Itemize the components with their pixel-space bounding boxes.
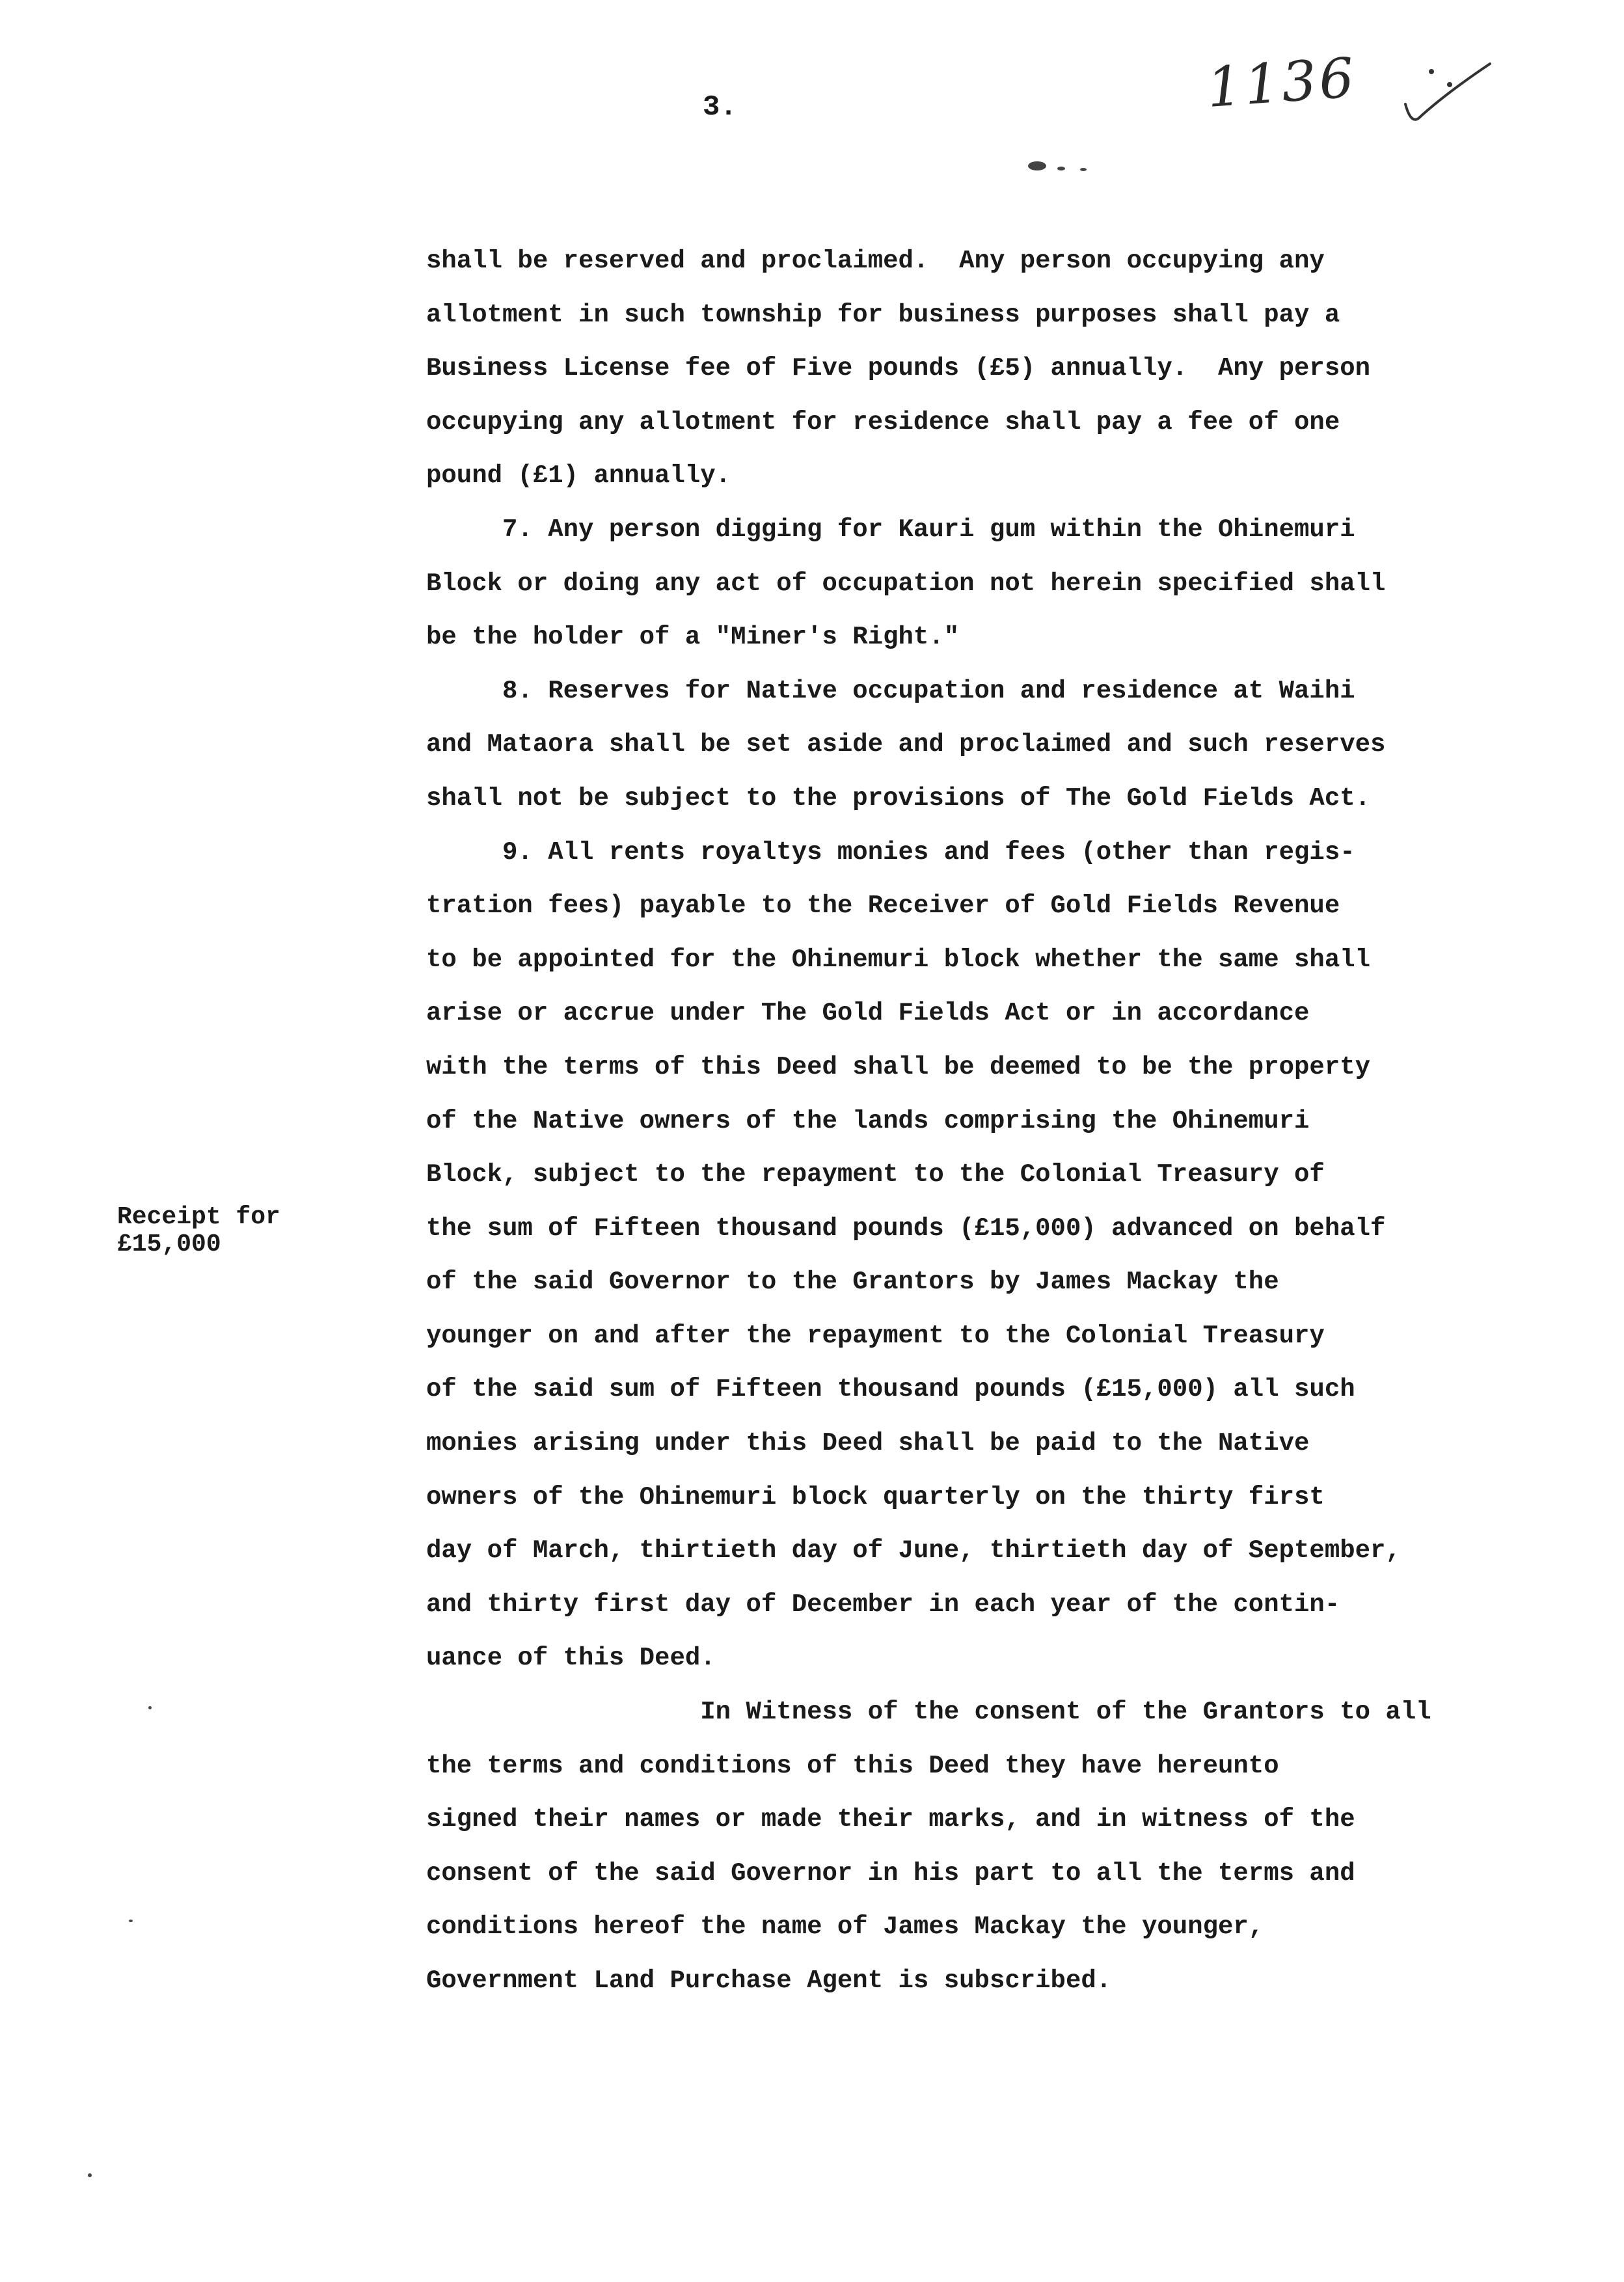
margin-note-receipt: Receipt for £15,000 [117,1203,280,1258]
paragraph-witness-clause: In Witness of the consent of the Grantors to all the terms and conditions of this Deed they have hereunto signed their names or made their marks, and in witness of the consent of the said Governor in his part to all the terms and conditions hereof the name of James Mackay the younger, Government Land Purchase Agent is subscribed. [426,1698,1431,1995]
paragraph-clause-8: 8. Reserves for Native occupation and residence at Waihi and Mataora shall be set aside and proclaimed and such reserves shall not be subject to the provisions of The Gold Fields Act. [426,676,1386,813]
handwritten-folio-number: 1136 [1204,46,1359,120]
stamp-smudge [1080,168,1087,171]
paragraph-clause-7: 7. Any person digging for Kauri gum within the Ohinemuri Block or doing any act of occupation not herein specified shall be the holder of a "Miner's Right." [426,515,1386,652]
page-number: 3. [703,91,737,124]
paragraph-clause-9: 9. All rents royaltys monies and fees (other than regis- tration fees) payable to the Receiver of Gold Fields Revenue to be appointed for the Ohinemuri block whether the same shall arise or accrue under The Gold Fields Act or in accordance with the terms of this Deed shall be deemed to be the property of the Native owners of the lands comprising the Ohinemuri Block, subject to the repayment to the Colonial Treasury of the sum of Fifteen thousand pounds (£15,000) advanced on behalf of the said Governor to the Grantors by James Mackay the younger on and after the repayment to the Colonial Treasury of the said sum of Fifteen thousand pounds (£15,000) all such monies arising under this Deed shall be paid to the Native owners of the Ohinemuri block quarterly on the thirty first day of March, thirtieth day of June, thirtieth day of September, and thirty first day of December in each year of the contin- uance of this Deed. [426,837,1401,1673]
scan-speck [129,1920,133,1922]
stamp-smudge [1028,161,1046,170]
paragraph-clause-6-continuation: shall be reserved and proclaimed. Any person occupying any allotment in such township for business purposes shall pay a Business License fee of Five pounds (£5) annually. Any person occupying any allotment for residence shall pay a fee of one pound (£1) annually. [426,247,1371,491]
stamp-smudge [1057,167,1065,170]
scan-speck [148,1706,152,1709]
deed-body [426,234,1474,2008]
scan-speck [88,2173,92,2177]
handwritten-check-mark-icon [1392,59,1503,130]
